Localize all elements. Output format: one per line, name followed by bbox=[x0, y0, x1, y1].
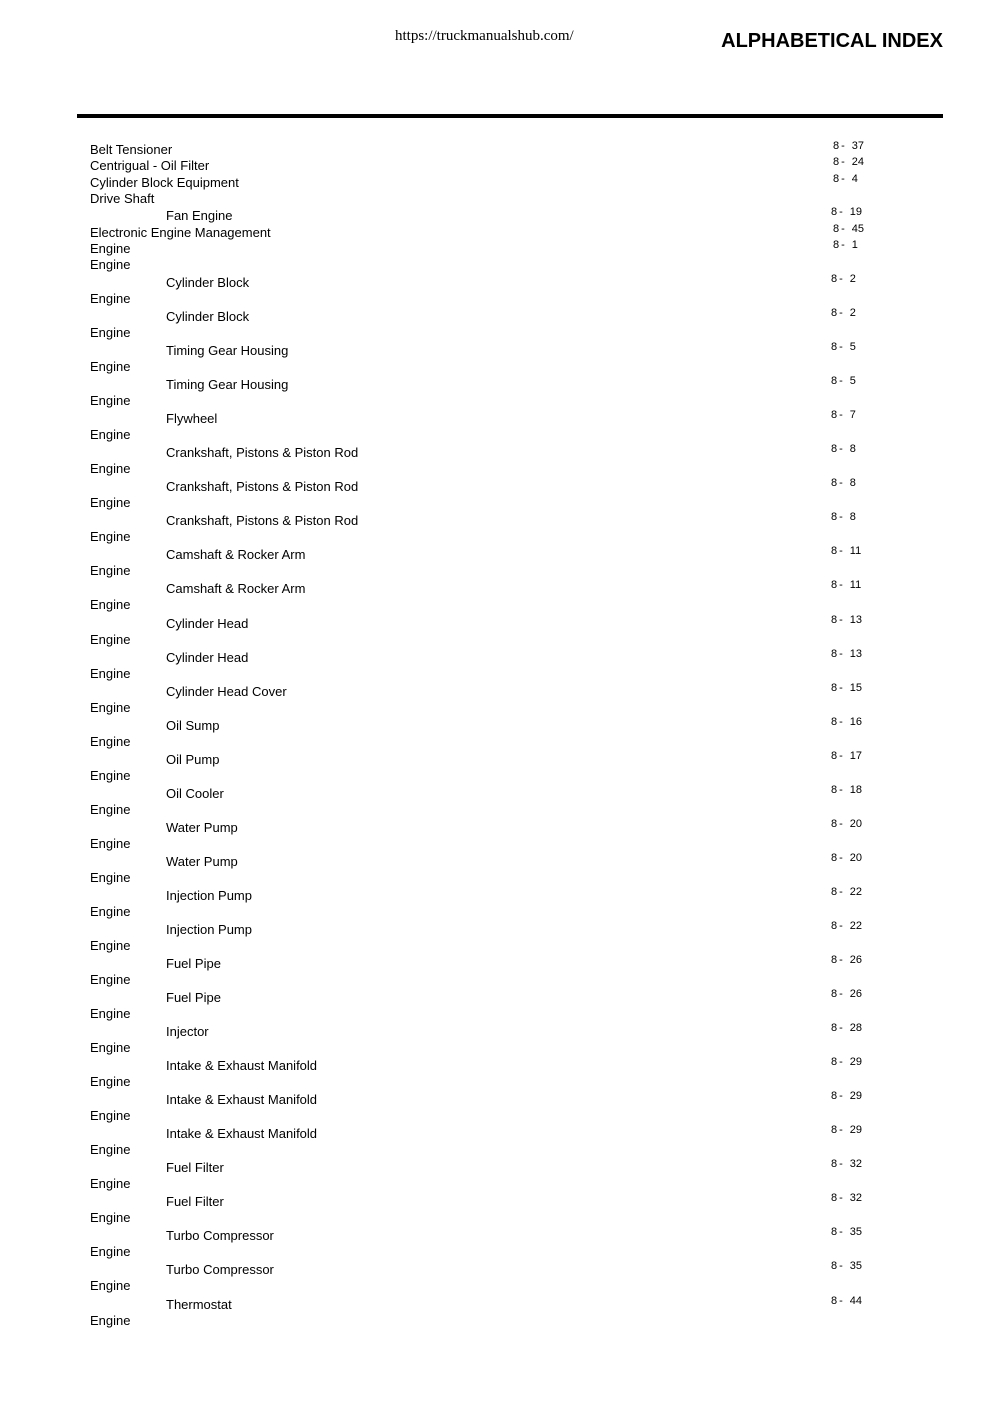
page-number: 32 bbox=[849, 1192, 863, 1205]
index-entry bbox=[0, 989, 992, 1006]
chapter-number: 8 bbox=[831, 851, 838, 864]
index-entry bbox=[0, 869, 992, 886]
chapter-number: 8 bbox=[831, 511, 838, 524]
index-subentry-label: Injection Pump bbox=[166, 921, 252, 937]
index-subentry-label: Crankshaft, Pistons & Piston Rod bbox=[166, 445, 359, 461]
page-reference bbox=[833, 238, 858, 253]
page-reference bbox=[831, 1123, 862, 1138]
chapter-number: 8 bbox=[831, 1124, 838, 1137]
index-entry bbox=[0, 1125, 992, 1142]
chapter-number: 8 bbox=[833, 239, 840, 251]
index-entry bbox=[0, 1296, 992, 1313]
page-number: 7 bbox=[849, 409, 856, 422]
page-separator: - bbox=[839, 885, 843, 898]
page-separator: - bbox=[841, 156, 845, 168]
source-url[interactable]: https://truckmanualshub.com/ bbox=[395, 28, 574, 44]
page-separator: - bbox=[839, 919, 843, 932]
index-entry bbox=[0, 512, 992, 529]
chapter-number: 8 bbox=[831, 477, 838, 490]
page-reference bbox=[831, 272, 856, 287]
chapter-number: 8 bbox=[831, 988, 838, 1001]
page-separator: - bbox=[839, 1056, 843, 1069]
index-entry bbox=[0, 955, 992, 972]
index-entry bbox=[0, 887, 992, 904]
index-entry-label: Engine bbox=[90, 393, 131, 409]
page-reference bbox=[831, 205, 862, 220]
page-separator: - bbox=[839, 817, 843, 830]
index-entry bbox=[0, 733, 992, 750]
page-separator: - bbox=[839, 477, 843, 490]
page-reference bbox=[831, 919, 862, 934]
page-title: ALPHABETICAL INDEX bbox=[721, 30, 943, 52]
page-separator: - bbox=[839, 1090, 843, 1103]
page-separator: - bbox=[839, 681, 843, 694]
index-entry bbox=[0, 767, 992, 784]
index-entry bbox=[0, 546, 992, 563]
index-entry bbox=[0, 1261, 992, 1278]
index-subentry-label: Fuel Pipe bbox=[166, 990, 221, 1006]
index-entry bbox=[0, 174, 992, 191]
page-number: 11 bbox=[849, 545, 862, 558]
page-reference bbox=[833, 139, 864, 154]
chapter-number: 8 bbox=[831, 443, 838, 456]
page-separator: - bbox=[839, 1294, 843, 1307]
index-subentry-label: Thermostat bbox=[166, 1296, 232, 1312]
index-entry bbox=[0, 1107, 992, 1124]
index-subentry-label: Fuel Filter bbox=[166, 1194, 224, 1210]
index-entry bbox=[0, 1141, 992, 1158]
page-reference bbox=[833, 155, 864, 170]
index-entry bbox=[0, 478, 992, 495]
page-separator: - bbox=[839, 341, 843, 354]
chapter-number: 8 bbox=[831, 919, 838, 932]
index-entry-label: Engine bbox=[90, 495, 131, 511]
page-separator: - bbox=[839, 1158, 843, 1171]
index-entry bbox=[0, 921, 992, 938]
index-entry-label: Engine bbox=[90, 1040, 131, 1056]
chapter-number: 8 bbox=[831, 749, 838, 762]
index-subentry-label: Camshaft & Rocker Arm bbox=[166, 581, 306, 597]
page-separator: - bbox=[839, 851, 843, 864]
index-subentry-label: Timing Gear Housing bbox=[166, 377, 289, 393]
page-separator: - bbox=[839, 715, 843, 728]
page-number: 44 bbox=[849, 1294, 863, 1307]
page-number: 32 bbox=[849, 1158, 863, 1171]
index-entry bbox=[0, 1091, 992, 1108]
index-entry bbox=[0, 801, 992, 818]
index-entry-label: Engine bbox=[90, 597, 131, 613]
chapter-number: 8 bbox=[831, 206, 838, 218]
index-entry bbox=[0, 426, 992, 443]
page-reference bbox=[831, 1259, 862, 1274]
index-entry-label: Engine bbox=[90, 1210, 131, 1226]
page-number: 13 bbox=[849, 647, 863, 660]
index-entry bbox=[0, 785, 992, 802]
index-entry-label: Engine bbox=[90, 1176, 131, 1192]
chapter-number: 8 bbox=[831, 1056, 838, 1069]
page-separator: - bbox=[841, 223, 845, 235]
index-entry-label: Cylinder Block Equipment bbox=[90, 175, 239, 190]
index-entry-label: Engine bbox=[90, 291, 131, 306]
index-subentry-label: Cylinder Head bbox=[166, 649, 249, 665]
page-reference bbox=[831, 1225, 862, 1240]
chapter-number: 8 bbox=[833, 223, 840, 235]
index-entry bbox=[0, 1023, 992, 1040]
page-reference bbox=[831, 442, 856, 457]
index-subentry-label: Turbo Compressor bbox=[166, 1228, 274, 1244]
index-entry-label: Engine bbox=[90, 699, 131, 715]
page-reference bbox=[831, 953, 862, 968]
index-subentry-label: Camshaft & Rocker Arm bbox=[166, 547, 306, 563]
chapter-number: 8 bbox=[831, 545, 838, 558]
page-separator: - bbox=[839, 443, 843, 456]
index-subentry-label: Fuel Filter bbox=[166, 1160, 224, 1176]
index-entry bbox=[0, 699, 992, 716]
page-number: 29 bbox=[849, 1124, 863, 1137]
index-subentry-label: Water Pump bbox=[166, 853, 238, 869]
page-separator: - bbox=[839, 206, 843, 218]
index-entry-label: Engine bbox=[90, 1278, 131, 1294]
index-entry bbox=[0, 615, 992, 632]
page-separator: - bbox=[841, 140, 845, 152]
chapter-number: 8 bbox=[831, 715, 838, 728]
page-number: 26 bbox=[849, 954, 863, 966]
page-reference bbox=[831, 374, 856, 389]
index-entry bbox=[0, 274, 992, 291]
chapter-number: 8 bbox=[833, 140, 840, 152]
chapter-number: 8 bbox=[831, 1090, 838, 1103]
page-reference bbox=[831, 544, 861, 559]
page-reference bbox=[831, 1089, 862, 1104]
page-number: 29 bbox=[849, 1056, 863, 1069]
page-number: 8 bbox=[849, 443, 856, 456]
page-separator: - bbox=[839, 647, 843, 660]
chapter-number: 8 bbox=[831, 1158, 838, 1171]
index-entry-label: Engine bbox=[90, 631, 131, 647]
chapter-number: 8 bbox=[831, 885, 838, 898]
page-reference bbox=[831, 783, 862, 798]
index-entry-label: Drive Shaft bbox=[90, 191, 155, 206]
page-reference bbox=[831, 476, 856, 491]
page-separator: - bbox=[839, 545, 843, 558]
index-subentry-label: Oil Pump bbox=[166, 751, 220, 767]
index-entry-label: Engine bbox=[90, 733, 131, 749]
page-separator: - bbox=[839, 307, 843, 320]
page-number: 8 bbox=[849, 477, 856, 490]
index-entry bbox=[0, 835, 992, 852]
index-subentry-label: Fan Engine bbox=[166, 208, 233, 223]
page-reference bbox=[831, 1021, 862, 1036]
index-entry bbox=[0, 1159, 992, 1176]
index-entry bbox=[0, 937, 992, 954]
page-reference bbox=[831, 1294, 862, 1309]
index-subentry-label: Intake & Exhaust Manifold bbox=[166, 1092, 318, 1108]
index-entry-label: Engine bbox=[90, 869, 131, 885]
index-subentry-label: Timing Gear Housing bbox=[166, 343, 289, 359]
index-entry bbox=[0, 1209, 992, 1226]
page-reference bbox=[831, 647, 862, 662]
index-entry bbox=[0, 683, 992, 700]
page-number: 8 bbox=[849, 511, 856, 524]
index-subentry-label: Crankshaft, Pistons & Piston Rod bbox=[166, 513, 359, 529]
index-entry bbox=[0, 528, 992, 545]
index-entry-label: Engine bbox=[90, 1142, 131, 1158]
page-reference bbox=[831, 749, 862, 764]
chapter-number: 8 bbox=[831, 1294, 838, 1307]
index-entry-label: Engine bbox=[90, 529, 131, 545]
page-separator: - bbox=[839, 375, 843, 388]
page-separator: - bbox=[839, 1124, 843, 1137]
page-reference bbox=[831, 306, 856, 321]
index-entry bbox=[0, 665, 992, 682]
chapter-number: 8 bbox=[831, 579, 838, 592]
page-separator: - bbox=[839, 1192, 843, 1205]
page-separator: - bbox=[839, 783, 843, 796]
index-entry bbox=[0, 1039, 992, 1056]
index-entry-label: Engine bbox=[90, 665, 131, 681]
index-entry bbox=[0, 1057, 992, 1074]
page-reference bbox=[831, 408, 856, 423]
page-number: 26 bbox=[849, 988, 863, 1001]
page-separator: - bbox=[839, 409, 843, 422]
index-subentry-label: Injection Pump bbox=[166, 887, 252, 903]
page-reference bbox=[831, 851, 862, 866]
index-entry bbox=[0, 410, 992, 427]
index-entry bbox=[0, 444, 992, 461]
page-reference bbox=[831, 987, 862, 1002]
page-reference bbox=[831, 510, 856, 525]
page-separator: - bbox=[841, 173, 845, 185]
index-entry bbox=[0, 853, 992, 870]
index-entry-label: Engine bbox=[90, 767, 131, 783]
index-entry bbox=[0, 1193, 992, 1210]
index-entry-label: Engine bbox=[90, 325, 131, 341]
index-entry-label: Engine bbox=[90, 1244, 131, 1260]
index-entry-label: Engine bbox=[90, 903, 131, 919]
page-reference bbox=[831, 1157, 862, 1172]
chapter-number: 8 bbox=[831, 1192, 838, 1205]
index-entry bbox=[0, 1073, 992, 1090]
index-entry-label: Engine bbox=[90, 801, 131, 817]
page-reference bbox=[833, 172, 858, 187]
index-entry bbox=[0, 1005, 992, 1022]
index-entry-label: Engine bbox=[90, 937, 131, 953]
page-reference bbox=[831, 1055, 862, 1070]
index-entry-label: Engine bbox=[90, 241, 131, 256]
index-entry-label: Electronic Engine Management bbox=[90, 225, 271, 240]
chapter-number: 8 bbox=[831, 817, 838, 830]
page-separator: - bbox=[839, 954, 843, 966]
index-entry-label: Belt Tensioner bbox=[90, 142, 173, 157]
index-entry bbox=[0, 358, 992, 375]
index-entry bbox=[0, 562, 992, 579]
index-entry bbox=[0, 1175, 992, 1192]
index-subentry-label: Water Pump bbox=[166, 819, 238, 835]
page-number: 29 bbox=[849, 1090, 863, 1103]
page-number: 35 bbox=[849, 1260, 863, 1273]
index-entry bbox=[0, 717, 992, 734]
page-reference bbox=[831, 817, 862, 832]
page-number: 15 bbox=[849, 681, 863, 694]
chapter-number: 8 bbox=[831, 341, 838, 354]
index-subentry-label: Cylinder Head Cover bbox=[166, 683, 287, 699]
index-entry bbox=[0, 308, 992, 325]
page-number: 1 bbox=[851, 239, 858, 251]
page-number: 28 bbox=[849, 1022, 863, 1035]
index-entry bbox=[0, 1227, 992, 1244]
chapter-number: 8 bbox=[831, 409, 838, 422]
index-subentry-label: Turbo Compressor bbox=[166, 1262, 274, 1278]
index-entry bbox=[0, 1243, 992, 1260]
index-entry bbox=[0, 342, 992, 359]
index-entry-label: Engine bbox=[90, 461, 131, 477]
page-number: 18 bbox=[849, 783, 863, 796]
page-number: 5 bbox=[849, 375, 856, 388]
page-number: 20 bbox=[849, 817, 863, 830]
page-reference bbox=[831, 340, 856, 355]
page-number: 4 bbox=[851, 173, 858, 185]
page-separator: - bbox=[839, 1226, 843, 1239]
index-entry-label: Engine bbox=[90, 427, 131, 443]
index-subentry-label: Cylinder Block bbox=[166, 309, 250, 325]
index-subentry-label: Cylinder Block bbox=[166, 275, 250, 290]
page-reference bbox=[833, 222, 864, 237]
page-reference bbox=[831, 885, 862, 900]
page-number: 11 bbox=[849, 579, 862, 592]
index-entry bbox=[0, 649, 992, 666]
page-separator: - bbox=[839, 273, 843, 285]
chapter-number: 8 bbox=[831, 647, 838, 660]
index-entry bbox=[0, 903, 992, 920]
index-entry-label: Engine bbox=[90, 1006, 131, 1022]
page-reference bbox=[831, 613, 862, 628]
page-number: 5 bbox=[849, 341, 856, 354]
index-entry bbox=[0, 256, 992, 273]
index-entry bbox=[0, 631, 992, 648]
index-entry-label: Engine bbox=[90, 972, 131, 987]
index-entry bbox=[0, 1312, 992, 1329]
index-entry bbox=[0, 240, 992, 257]
index-subentry-label: Flywheel bbox=[166, 411, 218, 427]
index-entry-label: Engine bbox=[90, 835, 131, 851]
page-number: 19 bbox=[849, 206, 863, 218]
index-entry bbox=[0, 290, 992, 307]
chapter-number: 8 bbox=[831, 613, 838, 626]
chapter-number: 8 bbox=[831, 273, 838, 285]
chapter-number: 8 bbox=[831, 1022, 838, 1035]
page-separator: - bbox=[839, 1260, 843, 1273]
index-entry bbox=[0, 460, 992, 477]
index-entry-label: Centrigual - Oil Filter bbox=[90, 158, 210, 173]
index-entry-label: Engine bbox=[90, 563, 131, 579]
page-separator: - bbox=[839, 988, 843, 1001]
page-number: 17 bbox=[849, 749, 863, 762]
page-reference bbox=[831, 681, 862, 696]
page-number: 35 bbox=[849, 1226, 863, 1239]
page-separator: - bbox=[839, 511, 843, 524]
page-number: 22 bbox=[849, 885, 863, 898]
chapter-number: 8 bbox=[831, 307, 838, 320]
page-reference bbox=[831, 578, 861, 593]
page-number: 2 bbox=[849, 307, 856, 320]
page-number: 13 bbox=[849, 613, 863, 626]
page-reference bbox=[831, 715, 862, 730]
index-subentry-label: Cylinder Head bbox=[166, 615, 249, 631]
chapter-number: 8 bbox=[831, 375, 838, 388]
page-number: 22 bbox=[849, 919, 863, 932]
page-separator: - bbox=[839, 579, 843, 592]
chapter-number: 8 bbox=[833, 156, 840, 168]
chapter-number: 8 bbox=[831, 681, 838, 694]
index-entry-label: Engine bbox=[90, 1108, 131, 1124]
index-subentry-label: Crankshaft, Pistons & Piston Rod bbox=[166, 479, 359, 495]
index-entry bbox=[0, 819, 992, 836]
page-reference bbox=[831, 1191, 862, 1206]
index-entry bbox=[0, 494, 992, 511]
index-entry-label: Engine bbox=[90, 257, 131, 272]
page-number: 45 bbox=[851, 223, 865, 235]
page-number: 20 bbox=[849, 851, 863, 864]
index-entry bbox=[0, 751, 992, 768]
page-number: 16 bbox=[849, 715, 863, 728]
chapter-number: 8 bbox=[831, 1226, 838, 1239]
index-entry bbox=[0, 392, 992, 409]
index-entry bbox=[0, 596, 992, 613]
index-entry-label: Engine bbox=[90, 1074, 131, 1090]
index-subentry-label: Oil Sump bbox=[166, 717, 220, 733]
index-entry bbox=[0, 580, 992, 597]
index-subentry-label: Injector bbox=[166, 1024, 209, 1040]
page-separator: - bbox=[839, 1022, 843, 1035]
chapter-number: 8 bbox=[831, 1260, 838, 1273]
chapter-number: 8 bbox=[831, 954, 838, 966]
chapter-number: 8 bbox=[833, 173, 840, 185]
page-number: 24 bbox=[851, 156, 865, 168]
page-separator: - bbox=[839, 749, 843, 762]
index-subentry-label: Intake & Exhaust Manifold bbox=[166, 1058, 318, 1074]
index-subentry-label: Intake & Exhaust Manifold bbox=[166, 1126, 318, 1142]
page-separator: - bbox=[841, 239, 845, 251]
index-entry bbox=[0, 1277, 992, 1294]
page-number: 2 bbox=[849, 273, 856, 285]
index-entry-label: Engine bbox=[90, 1312, 131, 1328]
chapter-number: 8 bbox=[831, 783, 838, 796]
index-subentry-label: Fuel Pipe bbox=[166, 956, 221, 971]
page-number: 37 bbox=[851, 140, 865, 152]
index-entry bbox=[0, 376, 992, 393]
index-entry bbox=[0, 971, 992, 988]
page-separator: - bbox=[839, 613, 843, 626]
index-subentry-label: Oil Cooler bbox=[166, 785, 224, 801]
index-entry-label: Engine bbox=[90, 359, 131, 375]
index-entry bbox=[0, 324, 992, 341]
